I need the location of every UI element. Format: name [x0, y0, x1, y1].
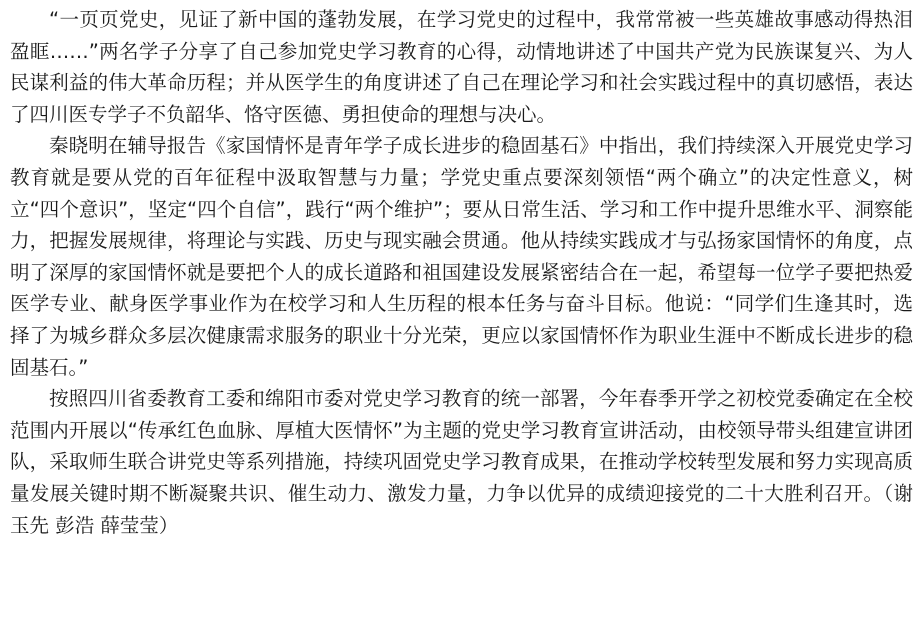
- paragraph-tutorial-report: 秦晓明在辅导报告《家国情怀是青年学子成长进步的稳固基石》中指出，我们持续深入开展党史学习教育就是要从党的百年征程中汲取智慧与力量；学党史重点要深刻领悟“两个确立”的决定性意义，树立“四个意识”，坚定“四个自信”，践行“两个维护”；要从日常生活、学习和工作中提升思维水平、洞察能力，把握发展规律，将理论与实践、历史与现实融会贯通。他从持续实践成才与弘扬家国情怀的角度，点明了深厚的家国情怀就是要把个人的成长道路和祖国建设发展紧密结合在一起，希望每一位学子要把热爱医学专业、献身医学事业作为在校学习和人生历程的根本任务与奋斗目标。他说：“同学们生逢其时，选择了为城乡群众多层次健康需求服务的职业十分光荣，更应以家国情怀作为职业生涯中不断成长进步的稳固基石。”: [10, 134, 913, 379]
- paragraph-deployment: 按照四川省委教育工委和绵阳市委对党史学习教育的统一部署，今年春季开学之初校党委确定在全校范围内开展以“传承红色血脉、厚植大医情怀”为主题的党史学习教育宣讲活动，由校领导带头组建宣讲团队，采取师生联合讲党史等系列措施，持续巩固党史学习教育成果，在推动学校转型发展和努力实现高质量发展关键时期不断凝聚共识、催生动力、激发力量，力争以优异的成绩迎接党的二十大胜利召开。（谢玉先 彭浩 薛莹莹）: [10, 387, 913, 537]
- paragraph-student-sharing: “一页页党史，见证了新中国的蓬勃发展，在学习党史的过程中，我常常被一些英雄故事感动得热泪盈眶……”两名学子分享了自己参加党史学习教育的心得，动情地讲述了中国共产党为民族谋复兴、为人民谋利益的伟大革命历程；并从医学生的角度讲述了自己在理论学习和社会实践过程中的真切感悟，表达了四川医专学子不负韶华、恪守医德、勇担使命的理想与决心。: [10, 8, 913, 126]
